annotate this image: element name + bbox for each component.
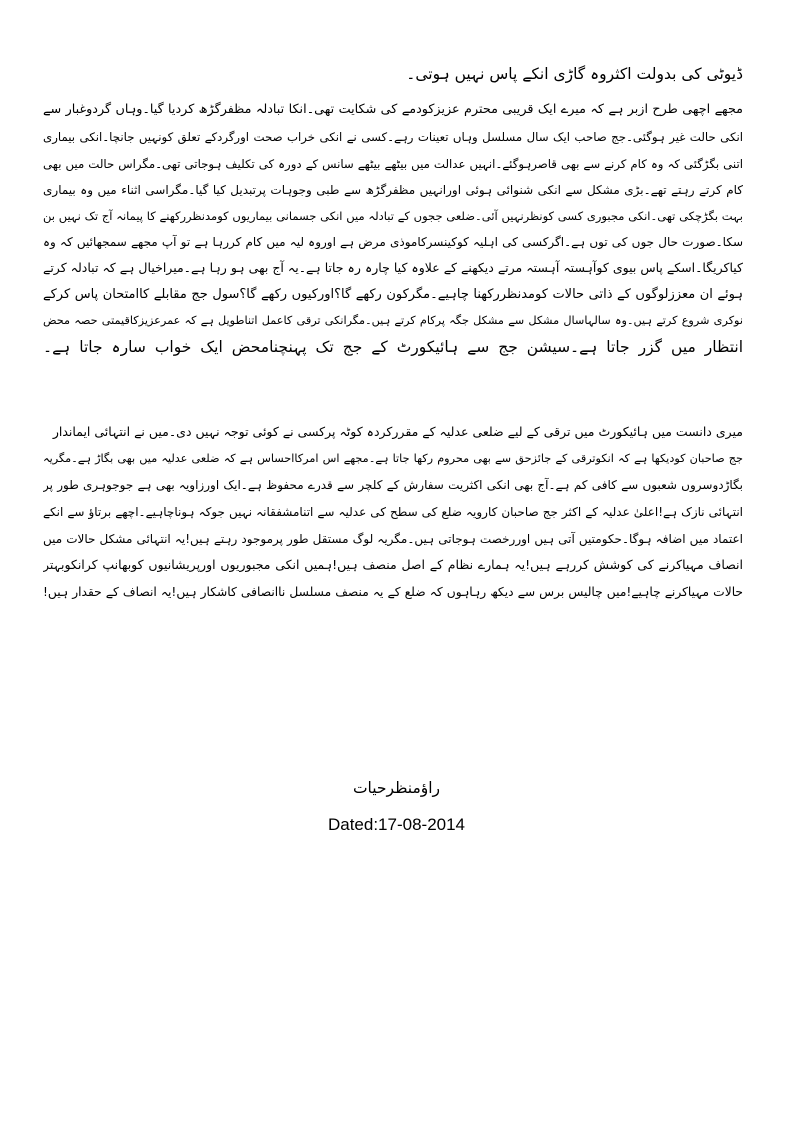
body-line-16: اعتماد میں اضافہ ہوگا۔حکومتیں آتی ہیں اوررخصت ہوجاتی ہیں۔مگریہ لوگ مستقل طور پرموجود رہتے ہیں!یہ انتہائی مشکل حالات میں — [43, 532, 743, 546]
body-line-13: جج صاحبان کودیکھا ہے کہ انکوترقی کے جائزحق سے بھی محروم رکھا جاتا ہے۔مجھے اس امرکااحساس ہے کہ ضلعی عدلیہ میں بھی بگاڑ ہے۔مگریہ — [43, 452, 743, 465]
document-date: Dated:17-08-2014 — [327, 815, 466, 834]
body-line-4: اتنی بگڑگئی کہ وہ کام کرنے سے بھی قاصرہوگئے۔انہیں عدالت میں بیٹھے بیٹھے سانس کے دورہ کی تکلیف ہوجاتی تھی۔مگراس حالت میں بھی — [43, 157, 743, 171]
body-line-5: کام کرتے رہتے تھے۔بڑی مشکل سے انکی شنوائی ہوئی اورانہیں مظفرگڑھ سے طبی وجوہات پرتبدیل کیا گیا۔مگراسی اثناء میں وہ بیماری — [43, 183, 743, 197]
body-line-9: ہوئے ان معززلوگوں کے ذاتی حالات کومدنظررکھنا چاہیے۔مگرکون رکھے گا؟اورکیوں رکھے گا؟سول جج مقابلے کاامتحان پاس کرکے — [43, 287, 743, 302]
body-line-1: ڈیوٹی کی بدولت اکثروہ گاڑی انکے پاس نہیں ہوتی۔ — [406, 65, 743, 83]
body-line-8: کیاکریگا۔اسکے پاس بیوی کوآہستہ آہستہ مرتے دیکھنے کے علاوہ کیا چارہ رہ جاتا ہے۔یہ آج بھی ہو رہا ہے۔میراخیال ہے کہ تبادلہ کرتے — [43, 260, 743, 275]
body-line-7: سکا۔صورت حال جوں کی توں ہے۔اگرکسی کی اہلیہ کوکینسرکاموذی مرض ہے اوروہ لیہ میں کام کررہا ہے تو آپ مجھے سمجھائیں کہ وہ — [43, 235, 743, 249]
body-line-17: انصاف مہیاکرنے کی کوشش کررہے ہیں!یہ ہمارے نظام کے اصل منصف ہیں!ہمیں انکی مجبوریوں اورپریشانیوں کوبھانپ کرانکوبہتر — [43, 557, 743, 572]
body-line-10: نوکری شروع کرتے ہیں۔وہ سالہاسال مشکل سے مشکل جگہ پرکام کرتے ہیں۔مگرانکی ترقی کاعمل اتناطویل ہے کہ عمرعزیزکاقیمتی حصہ محض — [43, 314, 743, 327]
body-line-18: حالات مہیاکرنے چاہیے!میں چالیس برس سے دیکھ رہاہوں کہ ضلع کے یہ منصف مسلسل ناانصافی کاشکار ہیں!یہ انصاف کے حقدار ہیں! — [43, 585, 743, 599]
body-line-14: بگاڑدوسروں شعبوں سے کافی کم ہے۔آج بھی انکی اکثریت سفارش کے کلچر سے قدرے محفوظ ہے۔ایک اورزاویہ بھی ہے جوجوہری طور پر — [43, 478, 743, 492]
body-line-2: مجھے اچھی طرح ازبر ہے کہ میرے ایک قریبی محترم عزیزکودمے کی شکایت تھی۔انکا تبادلہ مظفرگڑھ کردیا گیا۔وہاں گردوغبار سے — [43, 102, 743, 117]
body-line-11: انتظار میں گزر جاتا ہے۔سیشن جج سے ہائیکورٹ کے جج تک پہنچنامحض ایک خواب سارہ جاتا ہے۔ — [43, 338, 743, 356]
body-line-3: انکی حالت غیر ہوگئی۔جج صاحب ایک سال مسلسل وہاں تعینات رہے۔کسی نے انکی خراب صحت اورگردکے تعلق کونہیں جانچا۔انکی بیماری — [43, 130, 743, 144]
author-signature: راؤمنظرحیات — [352, 779, 441, 797]
body-line-15: انتہائی نازک ہے!اعلیٰ عدلیہ کے اکثر جج صاحبان کارویہ ضلع کی سطح کی عدلیہ سے اتنامشفقانہ نہیں جوکہ ہوناچاہیے۔اچھے برتاؤ سے انکے — [43, 505, 743, 519]
body-line-12: میری دانست میں ہائیکورٹ میں ترقی کے لیے ضلعی عدلیہ کے مقررکردہ کوٹہ پرکسی نے کوئی توجہ نہیں دی۔میں نے انتہائی ایماندار — [52, 424, 743, 439]
body-line-6: بہت بگڑچکی تھی۔انکی مجبوری کسی کونظرنہیں آئی۔ضلعی ججوں کے تبادلہ میں انکی جسمانی بیماریوں کومدنظررکھنے کا پیمانہ آج تک نہیں بن — [43, 209, 743, 223]
